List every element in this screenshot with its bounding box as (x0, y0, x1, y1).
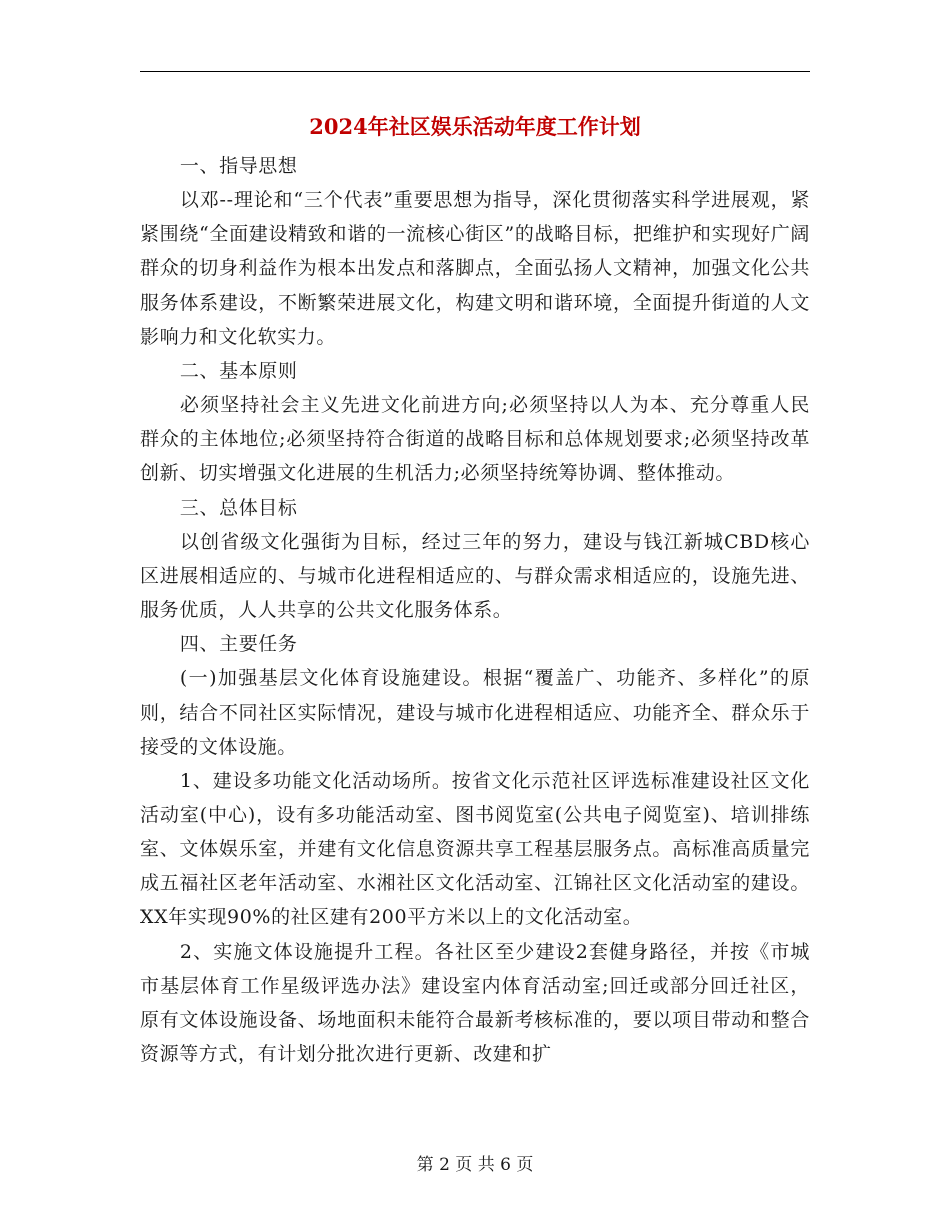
paragraph-task-1: 1、建设多功能文化活动场所。按省文化示范社区评选标准建设社区文化活动室(中心)，设有多功能活动室、图书阅览室(公共电子阅览室)、培训排练室、文体娱乐室，并建有文化信息资源共享工程基层服务点。高标准高质量完成五福社区老年活动室、水湘社区文化活动室、江锦社区文化活动室的建设。XX年实现90%的社区建有200平方米以上的文化活动室。 (140, 769, 810, 929)
paragraph-guiding-ideology: 以邓--理论和“三个代表”重要思想为指导，深化贯彻落实科学进展观，紧紧围绕“全面建设精致和谐的一流核心街区”的战略目标，把维护和实现好广阔群众的切身利益作为根本出发点和落脚点，全面弘扬人文精神，加强文化公共服务体系建设，不断繁荣进展文化，构建文明和谐环境，全面提升街道的人文影响力和文化软实力。 (140, 189, 810, 348)
section-heading-guiding-ideology: 一、指导思想 (179, 155, 298, 177)
section-heading-overall-goal: 三、总体目标 (179, 496, 298, 519)
paragraph-basic-principles: 必须坚持社会主义先进文化前进方向;必须坚持以人为本、充分尊重人民群众的主体地位;必须坚持符合街道的战略目标和总体规划要求;必须坚持改革创新、切实增强文化进展的生机活力;必须坚持统筹协调、整体推动。 (140, 394, 810, 485)
section-heading-basic-principles: 二、基本原则 (179, 359, 298, 382)
paragraph-overall-goal: 以创省级文化强街为目标，经过三年的努力，建设与钱江新城CBD核心区进展相适应的、与城市化进程相适应的、与群众需求相适应的，设施先进、服务优质，人人共享的公共文化服务体系。 (140, 530, 810, 622)
paragraph-task-facilities: (一)加强基层文化体育设施建设。根据“覆盖广、功能齐、多样化”的原则，结合不同社区实际情况，建设与城市化进程相适应、功能齐全、群众乐于接受的文体设施。 (140, 667, 810, 758)
section-heading-main-tasks: 四、主要任务 (179, 633, 298, 656)
document-title: 2024年社区娱乐活动年度工作计划 (309, 114, 641, 139)
paragraph-task-2: 2、实施文体设施提升工程。各社区至少建设2套健身路径，并按《市城市基层体育工作星级评选办法》建设室内体育活动室;回迁或部分回迁社区，原有文体设施设备、场地面积未能符合最新考核标准的，要以项目带动和整合资源等方式，有计划分批次进行更新、改建和扩 (140, 940, 810, 1066)
header-rule (140, 71, 810, 72)
document-body (140, 149, 810, 1071)
page-number: 第 2 页 共 6 页 (416, 1155, 534, 1175)
